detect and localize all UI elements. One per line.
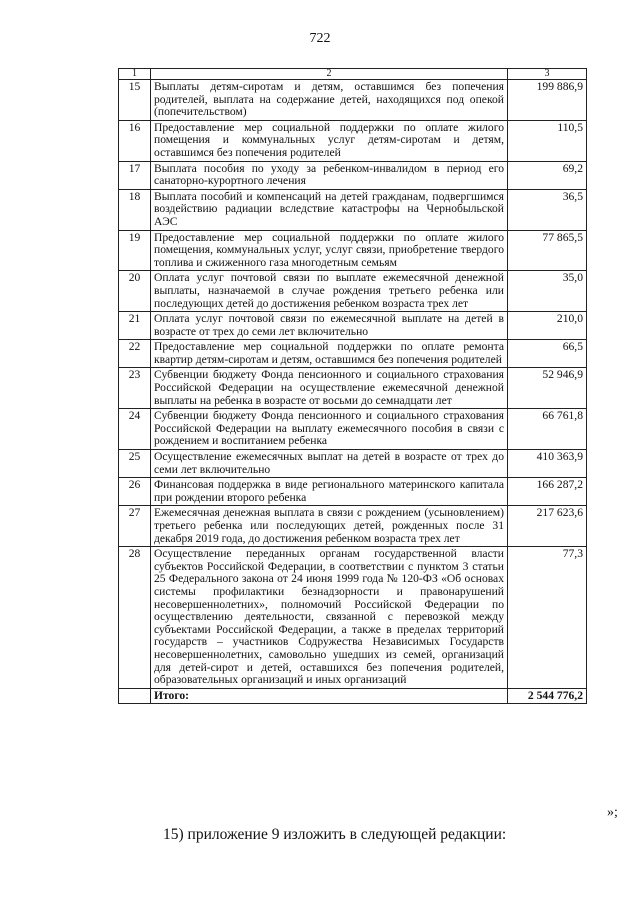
row-number: 17 <box>119 161 151 189</box>
row-description: Предоставление мер социальной поддержки по оплате жилого помещения и коммунальных услуг детям-сиротам и детям, оставшимся без попечения родителей <box>151 120 508 161</box>
amendment-instruction: 15) приложение 9 изложить в следующей редакции: <box>163 826 507 843</box>
table-row <box>119 80 587 121</box>
row-amount: 166 287,2 <box>508 478 587 506</box>
row-description: Оплата услуг почтовой связи по выплате ежемесячной денежной выплаты, назначаемой в случае рождения третьего ребенка или последующих детей до достижения ребенком возраста трех лет <box>151 271 508 312</box>
row-number: 21 <box>119 312 151 340</box>
budget-table <box>118 68 587 704</box>
closing-quote-mark: »; <box>607 805 618 820</box>
row-number: 19 <box>119 230 151 271</box>
table-body <box>119 69 587 704</box>
row-number: 27 <box>119 506 151 547</box>
row-amount: 199 886,9 <box>508 80 587 121</box>
row-amount: 77,3 <box>508 547 587 689</box>
table-row <box>119 161 587 189</box>
row-amount: 210,0 <box>508 312 587 340</box>
row-amount: 69,2 <box>508 161 587 189</box>
table-row <box>119 312 587 340</box>
row-description: Осуществление ежемесячных выплат на детей в возрасте от трех до семи лет включительно <box>151 450 508 478</box>
table-header-row <box>119 69 587 80</box>
row-description: Субвенции бюджету Фонда пенсионного и социального страхования Российской Федерации на выплату ежемесячного пособия в связи с рождением и воспитанием ребенка <box>151 409 508 450</box>
row-number: 24 <box>119 409 151 450</box>
row-amount: 77 865,5 <box>508 230 587 271</box>
row-amount: 110,5 <box>508 120 587 161</box>
table-row <box>119 478 587 506</box>
row-number: 22 <box>119 340 151 368</box>
row-amount: 35,0 <box>508 271 587 312</box>
table-row <box>119 506 587 547</box>
row-description: Оплата услуг почтовой связи по ежемесячной выплате на детей в возрасте от трех до семи лет включительно <box>151 312 508 340</box>
row-amount: 36,5 <box>508 189 587 230</box>
total-row-number <box>119 688 151 704</box>
row-description: Предоставление мер социальной поддержки по оплате жилого помещения, коммунальных услуг, услуг связи, приобретение твердого топлива и сжиженного газа многодетным семьям <box>151 230 508 271</box>
table-row <box>119 120 587 161</box>
table-row <box>119 409 587 450</box>
row-number: 25 <box>119 450 151 478</box>
table-row <box>119 340 587 368</box>
row-description: Финансовая поддержка в виде регионального материнского капитала при рождении второго ребенка <box>151 478 508 506</box>
row-description: Субвенции бюджету Фонда пенсионного и социального страхования Российской Федерации на осуществление ежемесячной денежной выплаты на ребенка в возрасте от восьми до семнадцати лет <box>151 368 508 409</box>
page-number: 722 <box>309 31 331 46</box>
row-description: Выплата пособий и компенсаций на детей гражданам, подвергшимся воздействию радиации вследствие катастрофы на Чернобыльской АЭС <box>151 189 508 230</box>
header-col-description: 2 <box>151 69 508 80</box>
row-description: Осуществление переданных органам государственной власти субъектов Российской Федерации, в соответствии с пунктом 3 статьи 25 Федерального закона от 24 июня 1999 года № 120-ФЗ «Об основах системы профилактики безнадзорности и правонарушений несовершеннолетних», полномочий Российской Федерации по осуществлению деятельности, связанной с перевозкой между субъектами Российской Федерации, а также в пределах территорий государств – участников Содружества Независимых Государств несовершеннолетних, самовольно ушедших из семей, организаций для детей-сирот и детей, оставшихся без попечения родителей, образовательных организаций и иных организаций <box>151 547 508 689</box>
row-number: 16 <box>119 120 151 161</box>
row-number: 26 <box>119 478 151 506</box>
table-row <box>119 450 587 478</box>
total-amount: 2 544 776,2 <box>508 688 587 704</box>
row-number: 23 <box>119 368 151 409</box>
row-amount: 66 761,8 <box>508 409 587 450</box>
table-row <box>119 547 587 689</box>
total-label: Итого: <box>151 688 508 704</box>
row-amount: 52 946,9 <box>508 368 587 409</box>
table-row <box>119 189 587 230</box>
table-row <box>119 230 587 271</box>
row-number: 28 <box>119 547 151 689</box>
row-amount: 217 623,6 <box>508 506 587 547</box>
row-description: Выплаты детям-сиротам и детям, оставшимся без попечения родителей, выплата на содержание детей, находящихся под опекой (попечительством) <box>151 80 508 121</box>
row-amount: 410 363,9 <box>508 450 587 478</box>
total-row <box>119 688 587 704</box>
row-description: Выплата пособия по уходу за ребенком-инвалидом в период его санаторно-курортного лечения <box>151 161 508 189</box>
row-number: 20 <box>119 271 151 312</box>
row-description: Ежемесячная денежная выплата в связи с рождением (усыновлением) третьего ребенка или последующих детей, рожденных после 31 декабря 2019 года, до достижения ребенком возраста трех лет <box>151 506 508 547</box>
row-amount: 66,5 <box>508 340 587 368</box>
row-description: Предоставление мер социальной поддержки по оплате ремонта квартир детям-сиротам и детям, оставшимся без попечения родителей <box>151 340 508 368</box>
table-row <box>119 368 587 409</box>
table-row <box>119 271 587 312</box>
row-number: 15 <box>119 80 151 121</box>
header-col-number: 1 <box>119 69 151 80</box>
row-number: 18 <box>119 189 151 230</box>
header-col-amount: 3 <box>508 69 587 80</box>
